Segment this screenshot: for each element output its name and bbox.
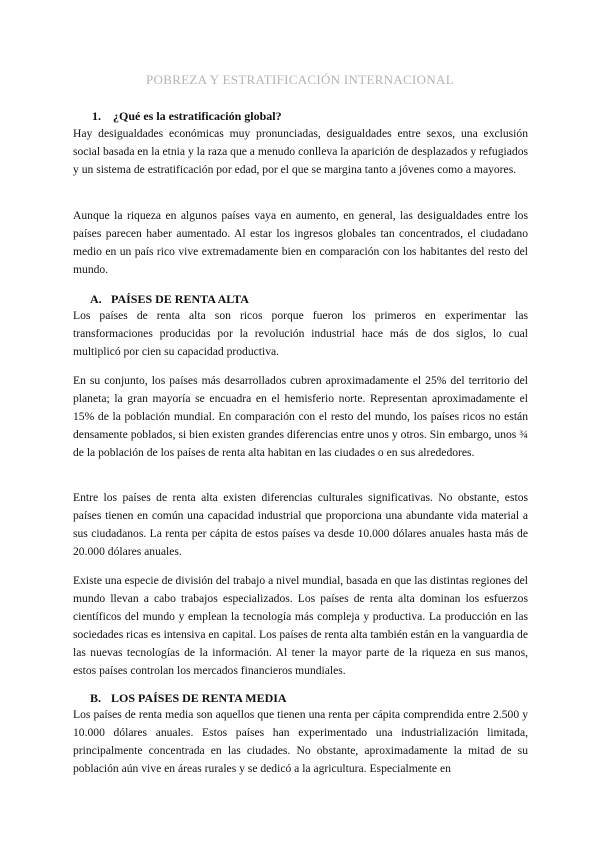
section-a-number: A. [90, 292, 102, 306]
document-title: POBREZA Y ESTRATIFICACIÓN INTERNACIONAL [146, 72, 454, 87]
section-a-heading-text: PAÍSES DE RENTA ALTA [111, 292, 249, 306]
paragraph: Aunque la riqueza en algunos países vaya en aumento, en general, las desigualdades entre los países parecen haber aumentado. Al estar los ingresos globales tan concentrados, el ciudadano medio en un país rico vive extremadamente bien en comparación con los habitantes del resto del mundo. [73, 209, 528, 276]
section-b-number: B. [90, 691, 102, 705]
paragraph: En su conjunto, los países más desarrollados cubren aproximadamente el 25% del territorio del planeta; la gran mayoría se encuadra en el hemisferio norte. Representan aproximadamente el 15% de la población mundial. En comparación con el resto del mundo, los países ricos no están densamente poblados, si bien existen grandes diferencias entre unos y otros. Sin embargo, unos ¾ de la población de los países de renta alta habitan en las ciudades o en sus alrededores. [73, 374, 528, 459]
paragraph: Los países de renta alta son ricos porque fueron los primeros en experimentar las transformaciones producidas por la revolución industrial hace más de dos siglos, lo cual multiplicó por cien su capacidad productiva. [73, 309, 528, 358]
section-a-heading [90, 291, 249, 307]
section-b-heading [90, 690, 287, 706]
paragraph: Los países de renta media son aquellos que tienen una renta per cápita comprendida entre 2.500 y 10.000 dólares anuales. Estos países han experimentado una industrialización limitada, principalmente concentrada en las ciudades. No obstante, aproximadamente la mitad de su población aún vive en áreas rurales y se dedicó a la agricultura. Especialmente en [73, 708, 528, 775]
section-1-heading [92, 108, 282, 124]
paragraph: Existe una especie de división del trabajo a nivel mundial, basada en que las distintas regiones del mundo llevan a cabo trabajos especializados. Los países de renta alta dominan los esfuerzos científicos del mundo y emplean la tecnología más compleja y productiva. La producción en las sociedades ricas es intensiva en capital. Los países de renta alta también están en la vanguardia de las nuevas tecnologías de la información. Al tener la mayor parte de la riqueza en sus manos, estos países controlan los mercados financieros mundiales. [73, 574, 528, 677]
section-1-number: 1. [92, 109, 101, 123]
section-b-heading-text: LOS PAÍSES DE RENTA MEDIA [111, 691, 287, 705]
section-1-heading-text: ¿Qué es la estratificación global? [113, 109, 282, 123]
paragraph: Entre los países de renta alta existen diferencias culturales significativas. No obstante, estos países tienen en común una capacidad industrial que proporciona una abundante vida material a sus ciudadanos. La renta per cápita de estos países va desde 10.000 dólares anuales hasta más de 20.000 dólares anuales. [73, 491, 528, 558]
paragraph: Hay desigualdades económicas muy pronunciadas, desigualdades entre sexos, una exclusión social basada en la etnia y la raza que a menudo conlleva la aparición de desplazados y refugiados y un sistema de estratificación por edad, por el que se margina tanto a jóvenes como a mayores. [73, 127, 528, 176]
